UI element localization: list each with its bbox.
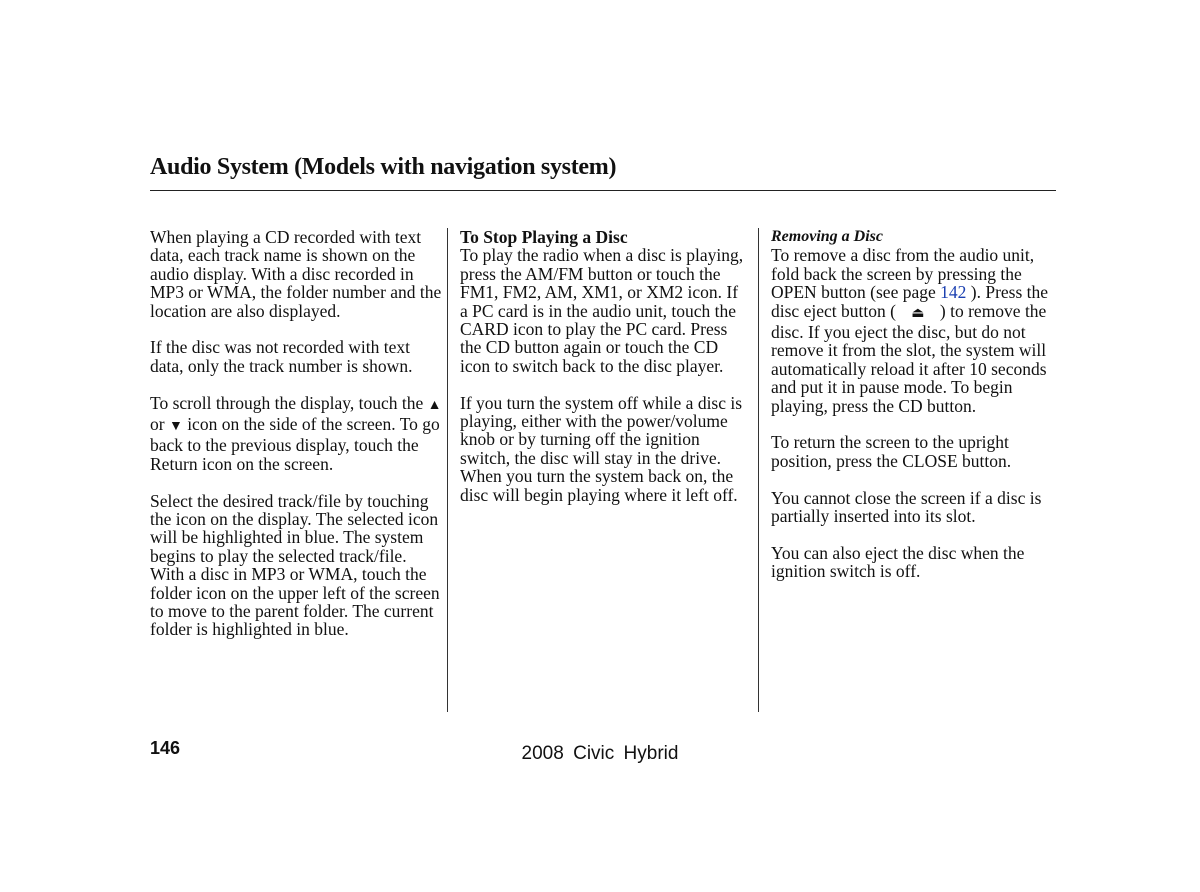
page-title: Audio System (Models with navigation system) (150, 154, 617, 180)
remove-text-middle: ). Press the disc eject button ( (771, 282, 1049, 321)
scroll-text-or: or (150, 414, 169, 435)
scroll-text-start: To scroll through the display, touch the (150, 392, 428, 413)
section-heading-removing-disc: Removing a Disc (771, 228, 883, 245)
paragraph-return-screen: To return the screen to the upright position, press the CLOSE button. (771, 432, 1012, 471)
scroll-text-end: icon on the side of the screen. To go back to the previous display, touch the Return icon on the screen. (150, 414, 440, 474)
eject-icon: ⏏ (911, 305, 925, 321)
column-left (150, 228, 442, 657)
column-right (771, 228, 1061, 599)
column-middle (460, 228, 750, 522)
column-divider-1 (447, 228, 448, 712)
paragraph-select-track: Select the desired track/file by touching the icon on the display. The selected icon will be highlighted in blue. The system begins to play the selected track/file. With a disc in MP3 or WMA, touch the folder icon on the upper left of the screen to move to the parent folder. The current folder is highlighted in blue. (150, 490, 440, 640)
paragraph-remove-disc (771, 246, 1061, 415)
section-heading-stop-playing: To Stop Playing a Disc (460, 227, 628, 247)
title-divider (150, 190, 1056, 191)
paragraph-cannot-close: You cannot close the screen if a disc is partially inserted into its slot. (771, 487, 1042, 527)
footer-model-name: 2008 Civic Hybrid (521, 743, 679, 764)
paragraph-scroll-display (150, 394, 442, 474)
paragraph-no-text-data: If the disc was not recorded with text data, only the track number is shown. (150, 337, 413, 376)
paragraph-stop-playing: To play the radio when a disc is playing, press the AM/FM button or touch the FM1, FM2, AM, XM1, or XM2 icon. If a PC card is in the audio unit, touch the CARD icon to play the PC card. Press the CD button again or touch the CD icon to switch back to the disc player. (460, 245, 744, 376)
page-number: 146 (150, 738, 181, 758)
paragraph-eject-ignition-off: You can also eject the disc when the ignition switch is off. (771, 542, 1025, 582)
paragraph-cd-text-data: When playing a CD recorded with text data, each track name is shown on the audio display. With a disc recorded in MP3 or WMA, the folder number and the location are also displayed. (150, 227, 442, 321)
page-reference-link[interactable]: 142 (940, 282, 967, 303)
column-divider-2 (758, 228, 759, 712)
down-arrow-icon: ▼ (168, 419, 183, 435)
remove-text-start: To remove a disc from the audio unit, fold back the screen by pressing the OPEN button (see page (771, 245, 1035, 303)
remove-text-end: ) to remove the disc. If you eject the disc, but do not remove it from the slot, the system will automatically reload it after 10 seconds and put it in pause mode. To begin playing, press the CD button. (771, 300, 1047, 416)
up-arrow-icon: ▲ (427, 397, 442, 413)
paragraph-system-off: If you turn the system off while a disc is playing, either with the power/volume knob or by turning off the ignition switch, the disc will stay in the drive. When you turn the system back on, the disc will begin playing where it left off. (460, 392, 743, 505)
